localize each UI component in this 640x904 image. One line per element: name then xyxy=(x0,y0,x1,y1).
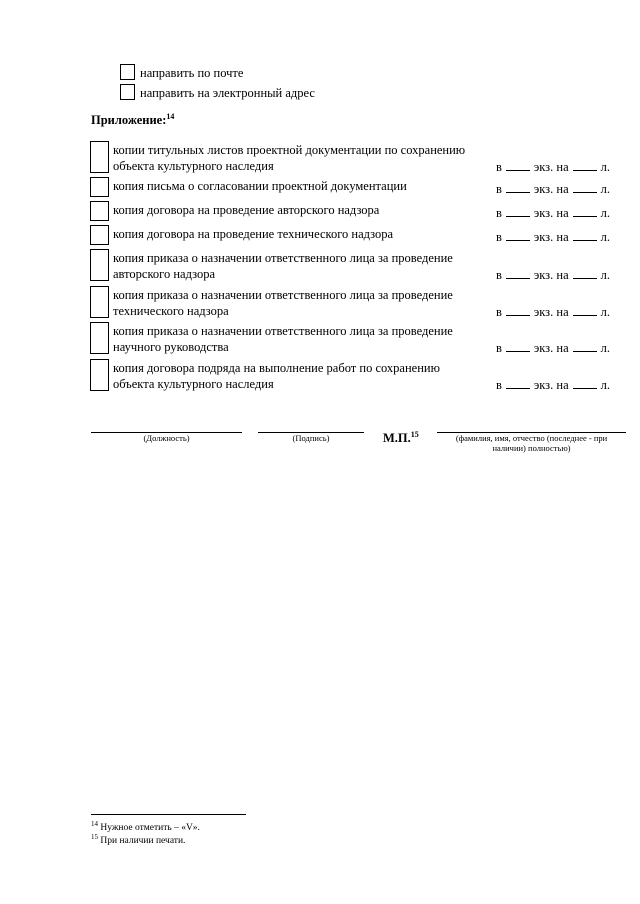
pages-label: л. xyxy=(600,160,610,174)
copies-label: экз. xyxy=(533,160,554,174)
on-label: на xyxy=(556,341,569,355)
full-name-caption xyxy=(437,433,626,453)
attachment-label: копия приказа о назначении ответственного лица за проведение xyxy=(113,288,453,302)
send-by-mail-checkbox[interactable] xyxy=(120,64,135,80)
attachment-checkbox[interactable] xyxy=(90,322,109,354)
pages-label: л. xyxy=(600,206,610,220)
pages-label: л. xyxy=(600,378,610,392)
attachment-label: объекта культурного наследия xyxy=(113,377,274,391)
copies-label: экз. xyxy=(533,341,554,355)
copies-label: экз. xyxy=(533,230,554,244)
attachment-label: авторского надзора xyxy=(113,267,216,281)
pages-label: л. xyxy=(600,268,610,282)
attachment-label: технического надзора xyxy=(113,304,229,318)
footnote-14-ref: 14 xyxy=(91,820,98,828)
count-prefix: в xyxy=(496,182,502,196)
on-label: на xyxy=(556,305,569,319)
count-prefix: в xyxy=(496,341,502,355)
attachment-label: копия приказа о назначении ответственного лица за проведение xyxy=(113,324,453,338)
footnote-ref-14: 14 xyxy=(166,112,175,121)
footnote-ref-15: 15 xyxy=(410,430,419,439)
copies-blank[interactable] xyxy=(506,180,530,193)
attachment-label: копии титульных листов проектной документации по сохранению xyxy=(113,143,466,157)
full-name-caption-line1: (фамилия, имя, отчество (последнее - при xyxy=(455,433,608,443)
copies-label: экз. xyxy=(533,378,554,392)
copies-blank[interactable] xyxy=(506,228,530,241)
pages-blank[interactable] xyxy=(573,228,597,241)
count-prefix: в xyxy=(496,378,502,392)
count-prefix: в xyxy=(496,268,502,282)
stamp-label xyxy=(383,430,419,446)
send-by-mail-label: направить по почте xyxy=(140,66,244,80)
attachment-label: копия письма о согласовании проектной документации xyxy=(113,179,407,193)
pages-blank[interactable] xyxy=(573,180,597,193)
copies-blank[interactable] xyxy=(506,303,530,316)
send-by-email-checkbox[interactable] xyxy=(120,84,135,100)
copies-blank[interactable] xyxy=(506,266,530,279)
pages-label: л. xyxy=(600,341,610,355)
pages-label: л. xyxy=(600,182,610,196)
attachment-count xyxy=(496,204,610,221)
attachment-count xyxy=(496,339,610,356)
on-label: на xyxy=(556,182,569,196)
pages-blank[interactable] xyxy=(573,266,597,279)
attachment-checkbox[interactable] xyxy=(90,249,109,281)
pages-blank[interactable] xyxy=(573,376,597,389)
on-label: на xyxy=(556,268,569,282)
copies-blank[interactable] xyxy=(506,339,530,352)
pages-label: л. xyxy=(600,230,610,244)
attachment-label: копия договора на проведение авторского надзора xyxy=(113,203,380,217)
attachment-count xyxy=(496,228,610,245)
on-label: на xyxy=(556,206,569,220)
pages-blank[interactable] xyxy=(573,339,597,352)
full-name-caption-line2: наличии) полностью) xyxy=(492,443,571,453)
copies-label: экз. xyxy=(533,206,554,220)
count-prefix: в xyxy=(496,305,502,319)
pages-blank[interactable] xyxy=(573,303,597,316)
footnote-15 xyxy=(91,831,185,847)
count-prefix: в xyxy=(496,206,502,220)
attachments-heading xyxy=(91,112,174,128)
position-caption: (Должность) xyxy=(143,433,190,443)
pages-blank[interactable] xyxy=(573,158,597,171)
attachment-count xyxy=(496,180,610,197)
copies-blank[interactable] xyxy=(506,204,530,217)
count-prefix: в xyxy=(496,230,502,244)
on-label: на xyxy=(556,230,569,244)
footnote-15-ref: 15 xyxy=(91,833,98,841)
pages-label: л. xyxy=(600,305,610,319)
attachment-count xyxy=(496,158,610,175)
attachment-label: объекта культурного наследия xyxy=(113,159,274,173)
send-by-email-label: направить на электронный адрес xyxy=(140,86,315,100)
on-label: на xyxy=(556,160,569,174)
attachment-count xyxy=(496,303,610,320)
pages-blank[interactable] xyxy=(573,204,597,217)
attachment-count xyxy=(496,266,610,283)
footnote-separator xyxy=(91,814,246,815)
attachment-label: научного руководства xyxy=(113,340,229,354)
copies-label: экз. xyxy=(533,305,554,319)
on-label: на xyxy=(556,378,569,392)
stamp-label-text: М.П. xyxy=(383,431,411,446)
count-prefix: в xyxy=(496,160,502,174)
footnote-15-text: При наличии печати. xyxy=(100,836,186,847)
signature-caption: (Подпись) xyxy=(292,433,330,443)
copies-blank[interactable] xyxy=(506,376,530,389)
copies-label: экз. xyxy=(533,268,554,282)
attachment-label: копия приказа о назначении ответственного лица за проведение xyxy=(113,251,453,265)
footnote-14-text: Нужное отметить – «V». xyxy=(100,823,200,834)
attachment-checkbox[interactable] xyxy=(90,177,109,197)
copies-label: экз. xyxy=(533,182,554,196)
attachment-checkbox[interactable] xyxy=(90,201,109,221)
copies-blank[interactable] xyxy=(506,158,530,171)
attachment-checkbox[interactable] xyxy=(90,225,109,245)
attachments-heading-text: Приложение: xyxy=(91,113,167,128)
attachment-checkbox[interactable] xyxy=(90,286,109,318)
attachment-checkbox[interactable] xyxy=(90,141,109,173)
attachment-count xyxy=(496,376,610,393)
attachment-label: копия договора подряда на выполнение работ по сохранению xyxy=(113,361,440,375)
attachment-checkbox[interactable] xyxy=(90,359,109,391)
attachment-label: копия договора на проведение технического надзора xyxy=(113,227,394,241)
